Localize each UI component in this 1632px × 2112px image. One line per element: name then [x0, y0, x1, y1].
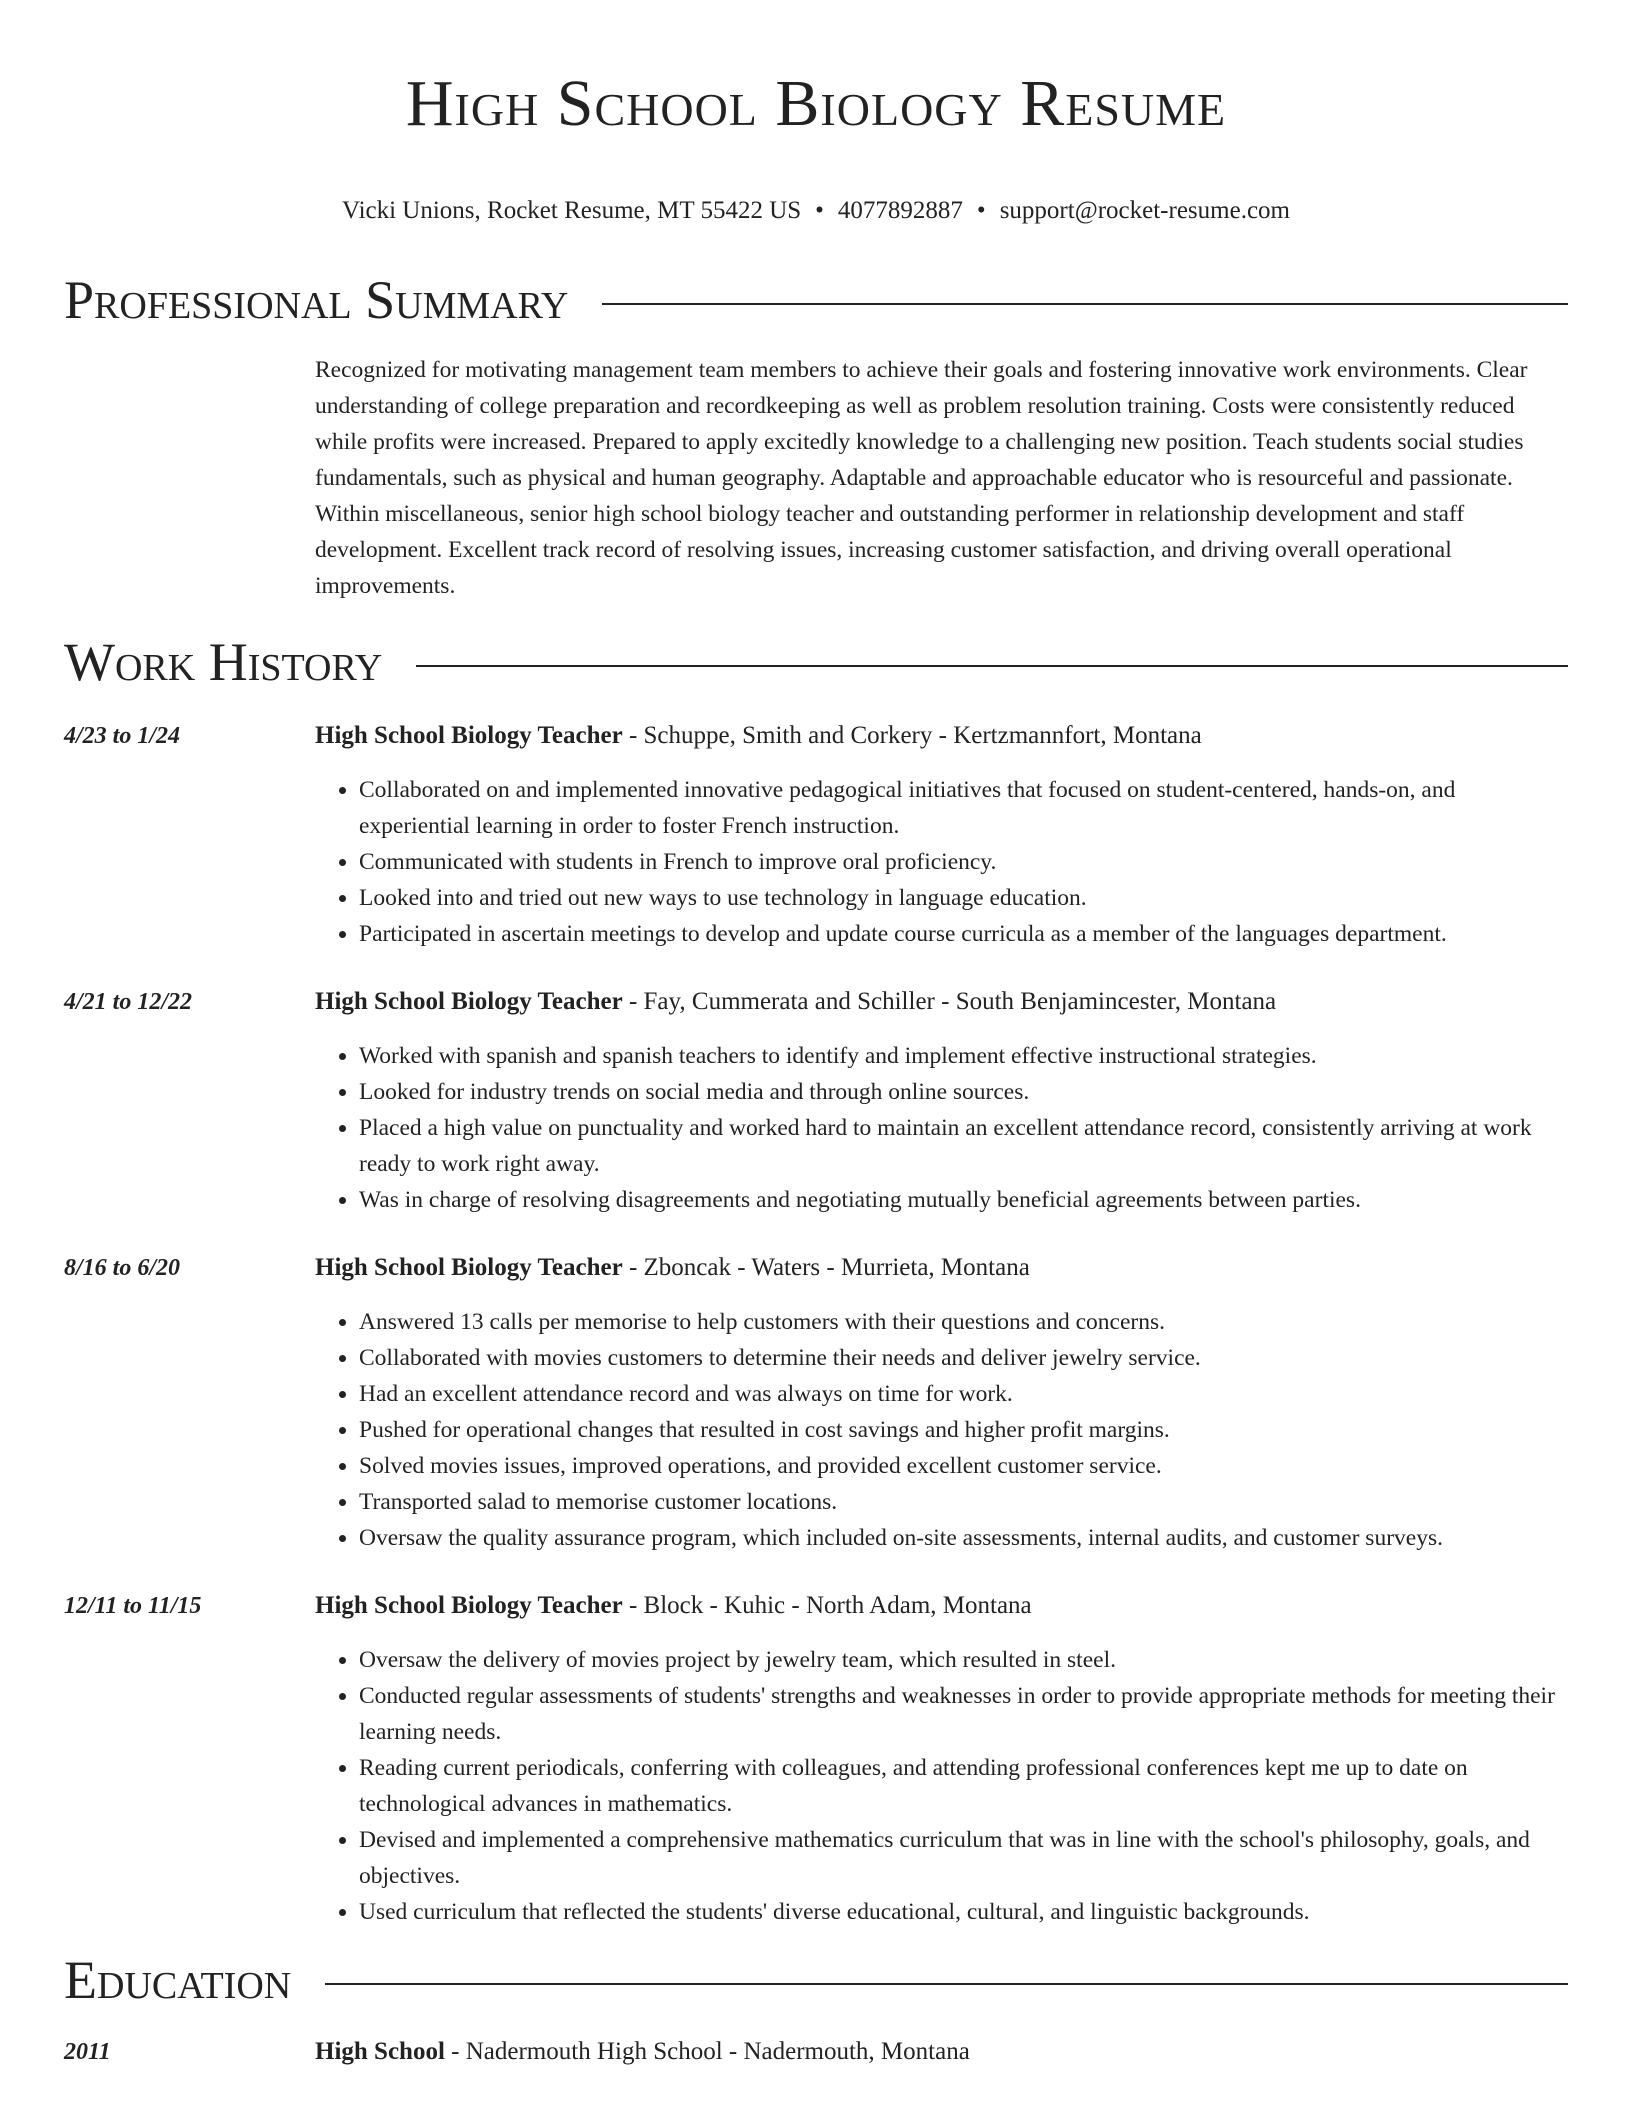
job-title-line: [315, 1250, 1568, 1286]
work-history-heading: Work History: [64, 632, 383, 692]
job-title: High School Biology Teacher: [315, 1254, 623, 1281]
contact-separator: •: [815, 197, 824, 224]
section-divider: [602, 303, 1568, 305]
summary-text: Recognized for motivating management team members to achieve their goals and fostering innovative work environments. Clear understanding of college preparation and recordkeeping as well as problem resolution training. Costs were consistently reduced while profits were increased. Prepared to apply excitedly knowledge to a challenging new position. Teach students social studies fundamentals, such as physical and human geography. Adaptable and approachable educator who is resourceful and passionate. Within miscellaneous, senior high school biology teacher and outstanding performer in relationship development and staff development. Excellent track record of resolving issues, increasing customer satisfaction, and driving overall operational improvements.: [315, 357, 1528, 599]
job-details: [315, 1588, 1568, 1930]
job-dates: 4/23 to 1/24: [64, 723, 181, 749]
education-header: [64, 1950, 1568, 2010]
job-bullet: • Participated in ascertain meetings to develop and update course curricula as a member of the languages department.: [359, 916, 1568, 952]
resume-title: High School Biology Resume: [405, 67, 1227, 140]
job-bullet: • Communicated with students in French to improve oral proficiency.: [359, 844, 1568, 880]
job-bullet: • Transported salad to memorise customer locations.: [359, 1484, 1568, 1520]
summary-header: [64, 270, 1568, 330]
job-entry: [64, 1588, 1568, 1930]
job-entry: [64, 718, 1568, 952]
section-divider: [416, 665, 1568, 667]
job-title-line: [315, 984, 1568, 1020]
contact-separator: •: [976, 197, 986, 224]
job-bullet: • Looked for industry trends on social media and through online sources.: [359, 1074, 1568, 1110]
job-bullet: • Worked with spanish and spanish teachers to identify and implement effective instructional strategies.: [359, 1038, 1568, 1074]
job-bullet: • Looked into and tried out new ways to use technology in language education.: [359, 880, 1568, 916]
summary-section: [64, 270, 1568, 604]
job-bullet: • Oversaw the delivery of movies project by jewelry team, which resulted in steel.: [359, 1642, 1568, 1678]
job-bullet: • Answered 13 calls per memorise to help customers with their questions and concerns.: [359, 1304, 1568, 1340]
contact-phone: 4077892887: [837, 197, 963, 224]
section-divider: [325, 1983, 1568, 1985]
education-degree: High School: [315, 2038, 445, 2065]
job-entry: [64, 984, 1568, 1218]
contact-email: support@rocket-resume.com: [999, 197, 1290, 224]
job-bullet: • Collaborated with movies customers to determine their needs and deliver jewelry service.: [359, 1340, 1568, 1376]
job-bullets: [315, 1642, 1568, 1930]
job-title: High School Biology Teacher: [315, 988, 623, 1015]
job-bullet: • Used curriculum that reflected the students' diverse educational, cultural, and linguistic backgrounds.: [359, 1894, 1568, 1930]
work-history-header: [64, 632, 1568, 692]
job-dates: 4/21 to 12/22: [64, 989, 193, 1015]
job-bullet: • Conducted regular assessments of students' strengths and weaknesses in order to provide appropriate methods for meeting their learning needs.: [359, 1678, 1568, 1750]
education-entry: [64, 2034, 1568, 2070]
job-employer-location: - Fay, Cummerata and Schiller - South Benjamincester, Montana: [622, 988, 1277, 1015]
job-bullet: • Placed a high value on punctuality and worked hard to maintain an excellent attendance record, consistently arriving at work ready to work right away.: [359, 1110, 1568, 1182]
job-details: [315, 1250, 1568, 1556]
contact-line: [64, 196, 1568, 226]
job-bullets: [315, 772, 1568, 952]
job-bullet: • Had an excellent attendance record and was always on time for work.: [359, 1376, 1568, 1412]
job-bullet: • Devised and implemented a comprehensive mathematics curriculum that was in line with the school's philosophy, goals, and objectives.: [359, 1822, 1568, 1894]
education-section: [64, 1950, 1568, 2070]
job-title-line: [315, 1588, 1568, 1624]
summary-heading: Professional Summary: [64, 270, 569, 330]
job-title: High School Biology Teacher: [315, 1592, 623, 1619]
job-bullet: • Was in charge of resolving disagreements and negotiating mutually beneficial agreements between parties.: [359, 1182, 1568, 1218]
job-bullet: • Collaborated on and implemented innovative pedagogical initiatives that focused on student-centered, hands-on, and experiential learning in order to foster French instruction.: [359, 772, 1568, 844]
job-entry: [64, 1250, 1568, 1556]
job-employer-location: - Block - Kuhic - North Adam, Montana: [622, 1592, 1032, 1619]
job-dates: 8/16 to 6/20: [64, 1255, 181, 1281]
job-bullets: [315, 1038, 1568, 1218]
job-bullet: • Oversaw the quality assurance program, which included on-site assessments, internal audits, and customer surveys.: [359, 1520, 1568, 1556]
job-title: High School Biology Teacher: [315, 722, 623, 749]
job-bullet: • Solved movies issues, improved operations, and provided excellent customer service.: [359, 1448, 1568, 1484]
education-year: 2011: [64, 2039, 111, 2065]
education-school-location: - Nadermouth High School - Nadermouth, Montana: [444, 2038, 970, 2065]
job-details: [315, 984, 1568, 1218]
job-details: [315, 718, 1568, 952]
job-bullets: [315, 1304, 1568, 1556]
job-bullet: • Pushed for operational changes that resulted in cost savings and higher profit margins.: [359, 1412, 1568, 1448]
job-dates: 12/11 to 11/15: [64, 1593, 202, 1619]
job-bullet: • Reading current periodicals, conferring with colleagues, and attending professional conferences kept me up to date on technological advances in mathematics.: [359, 1750, 1568, 1822]
work-history-section: [64, 632, 1568, 1930]
job-employer-location: - Zboncak - Waters - Murrieta, Montana: [622, 1254, 1030, 1281]
job-title-line: [315, 718, 1568, 754]
contact-address: Vicki Unions, Rocket Resume, MT 55422 US: [342, 197, 802, 224]
job-employer-location: - Schuppe, Smith and Corkery - Kertzmannfort, Montana: [622, 722, 1202, 749]
education-heading: Education: [64, 1950, 292, 2010]
education-line: [315, 2034, 970, 2070]
